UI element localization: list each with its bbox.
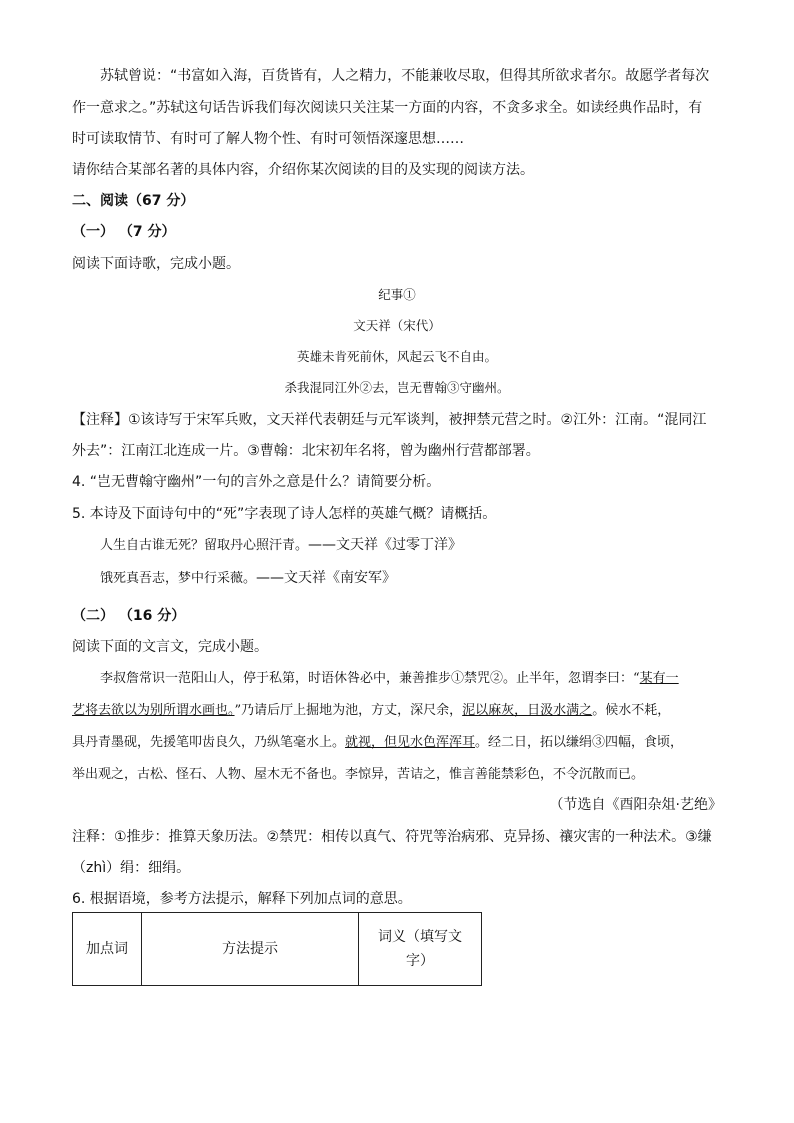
quote-1 <box>100 535 462 556</box>
part2-title: （二） （16 分） <box>72 608 186 624</box>
quote-1-source: ——文天祥《过零丁洋》 <box>308 537 463 553</box>
intro-line-1: 苏轼曾说：“书富如入海，百货皆有，人之精力，不能兼收尽取，但得其所欲求者尔。故愿学者每次 <box>100 68 710 84</box>
question-6: 6. 根据语境，参考方法提示，解释下列加点词的意思。 <box>72 891 412 907</box>
table-row <box>73 913 482 986</box>
passage-source: （节选自《酉阳杂俎·艺绝》 <box>549 797 722 813</box>
quote-2-source: ——文天祥《南安军》 <box>256 570 397 586</box>
passage-line-2-d: 。候水不耗， <box>592 703 671 718</box>
passage-line-4: 举出观之，古松、怪石、人物、屋木无不备也。李惊异，苦诘之，惟言善能禁彩色，不令沉散而已。 <box>72 767 645 782</box>
table-header-word: 加点词 <box>73 913 142 986</box>
passage-note-line-1: 注释：①推步：推算天象历法。②禁咒：相传以真气、符咒等治病邪、克异扬、禳灾害的一种法术。③缣 <box>72 829 712 845</box>
underlined-phrase-2: 泥以麻灰，日汲水满之 <box>462 703 593 718</box>
intro-line-2: 作一意求之。”苏轼这句话告诉我们每次阅读只关注某一方面的内容，不贪多求全。如读经典作品时，有 <box>72 100 703 116</box>
passage-line-3 <box>72 733 683 753</box>
table-header-hint: 方法提示 <box>142 913 359 986</box>
table-header-meaning-line-2: 字） <box>406 953 434 969</box>
poem-note-line-1: 【注释】①该诗写于宋军兵败，文天祥代表朝廷与元军谈判，被押禁元营之时。②江外：江南。“混同江 <box>72 412 707 428</box>
poem-title: 纪事① <box>378 287 416 302</box>
quote-2-text: 饿死真吾志，梦中行采薇。 <box>100 571 257 586</box>
passage-line-3-a: 具丹青墨砚，先援笔叩齿良久，乃纵笔毫水上。 <box>72 735 346 750</box>
underlined-phrase-3: 就视，但见水色浑浑耳 <box>345 735 476 750</box>
table-header-meaning <box>359 913 482 986</box>
poem-line-2: 杀我混同江外②去，岂无曹翰③守幽州。 <box>284 380 510 395</box>
passage-line-2 <box>72 701 670 721</box>
quote-1-text: 人生自古谁无死？留取丹心照汗青。 <box>100 538 309 553</box>
underlined-sentence-1-start: 某有一 <box>639 671 679 686</box>
underlined-sentence-1-end: 艺将去欲以为别所谓水画也。 <box>72 703 235 718</box>
part1-instruction: 阅读下面诗歌，完成小题。 <box>72 256 240 272</box>
section-title: 二、阅读（67 分） <box>72 193 195 209</box>
quote-2 <box>100 568 396 589</box>
passage-line-3-c: 。经二日，拓以缣绢③四幅，食顷， <box>475 735 684 750</box>
poem-line-1: 英雄未肯死前休，风起云飞不自由。 <box>296 349 497 364</box>
passage-line-2-b: ”乃请后厅上掘地为池，方丈，深尺余， <box>234 703 463 718</box>
table-header-meaning-line-1: 词义（填写文 <box>378 929 462 945</box>
intro-line-4: 请你结合某部名著的具体内容，介绍你某次阅读的目的及实现的阅读方法。 <box>72 162 534 178</box>
poem-note-line-2: 外去”：江南江北连成一片。③曹翰：北宋初年名将，曾为幽州行营都部署。 <box>72 443 540 459</box>
part2-instruction: 阅读下面的文言文，完成小题。 <box>72 639 268 655</box>
question-4: 4. “岂无曹翰守幽州”一句的言外之意是什么？请简要分析。 <box>72 474 441 490</box>
part1-title: （一） （7 分） <box>72 224 176 240</box>
passage-note-line-2: （zhì）绢：细绢。 <box>72 860 191 876</box>
passage-line-1 <box>100 669 679 689</box>
intro-line-3: 时可读取情节、有时可了解人物个性、有时可领悟深邃思想…… <box>72 131 464 147</box>
question-5: 5. 本诗及下面诗句中的“死”字表现了诗人怎样的英雄气概？请概括。 <box>72 506 497 522</box>
poem-author: 文天祥（宋代） <box>353 318 441 333</box>
passage-line-1-a: 李叔詹常识一范阳山人，停于私第，时语休咎必中，兼善推步①禁咒②。止半年，忽谓李曰：“ <box>100 671 640 686</box>
vocab-table <box>72 912 482 986</box>
